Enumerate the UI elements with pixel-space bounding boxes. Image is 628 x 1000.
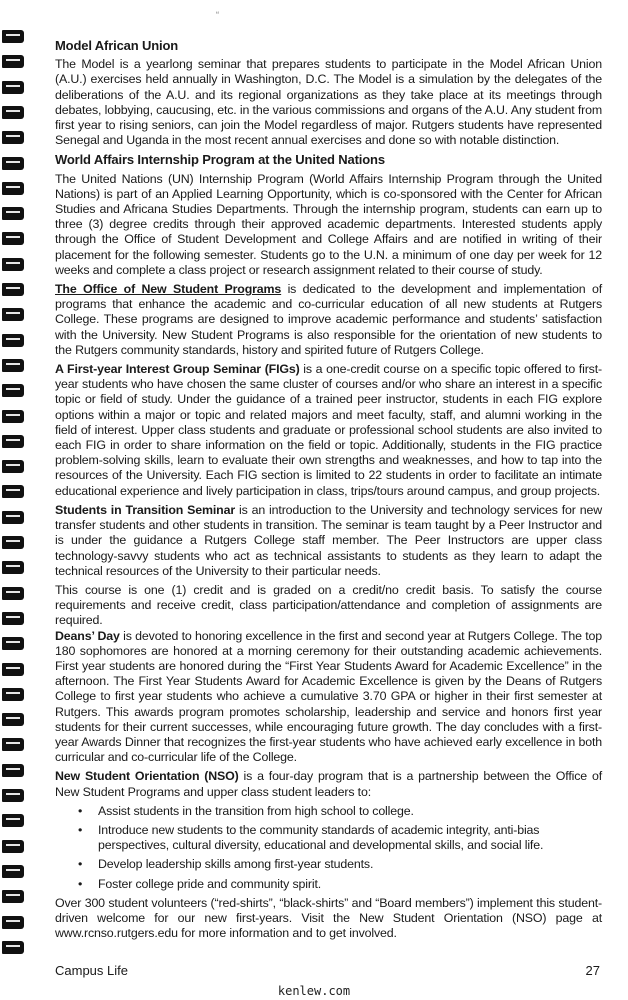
binding-ring	[2, 410, 24, 423]
top-mark: “	[216, 10, 219, 20]
binding-ring	[2, 612, 24, 625]
binding-ring	[2, 258, 24, 271]
list-item: • Assist students in the transition from high school to college.	[55, 804, 602, 819]
paragraph-volunteers: Over 300 student volunteers (“red-shirts”, “black-shirts” and “Board members”) implement this student-driven welcome for our new first-years. Visit the New Student Orientation (NSO) page at www.rcnso.rutgers.edu for more information and to get involved.	[55, 895, 602, 941]
binding-ring	[2, 637, 24, 650]
paragraph-fig	[55, 362, 602, 499]
binding-ring	[2, 561, 24, 574]
binding-ring	[2, 157, 24, 170]
lead-deans-day: Deans’ Day	[55, 628, 120, 643]
text-nso: is a four-day program that is a partnership between the Office of New Student Programs and upper class student leaders to:	[55, 769, 602, 799]
binding-ring	[2, 55, 24, 68]
paragraph-nso	[55, 769, 602, 799]
binding-ring	[2, 814, 24, 827]
binding-ring	[2, 840, 24, 853]
binding-ring	[2, 207, 24, 220]
binding-ring	[2, 587, 24, 600]
binding-ring	[2, 941, 24, 954]
list-item: • Introduce new students to the community standards of academic integrity, anti-bias perspectives, cultural diversity, educational and developmental skills, and social life.	[55, 823, 602, 853]
binding-ring	[2, 182, 24, 195]
text-fig: is a one-credit course on a specific topic offered to first-year students who have chosen the same cluster of courses and/or who share an interest in a specific topic or field of study. Under the guidance of a trained peer instructor, students in each FIG explore options within a major or topic and related majors and meet faculty, staff, and alumni working in the field of interest. Upper class students and graduate or professional school students are also invited to each FIG in order to share information on the field or topic. Additionally, students in the FIG practice problem-solving skills, learn to evaluate their own strengths and weaknesses, and how to tap into the resources of the University. Each FIG section is limited to 22 students in order to facilitate an intimate educational experience and lively participation in class, trips/tours around campus, and group projects.	[55, 362, 602, 498]
lead-nso: New Student Orientation (NSO)	[55, 769, 239, 784]
binding-ring	[2, 511, 24, 524]
list-item: • Develop leadership skills among first-year students.	[55, 857, 602, 872]
watermark: kenlew.com	[277, 984, 351, 998]
binding-ring	[2, 713, 24, 726]
nso-bullet-list	[55, 804, 602, 892]
section-title-un-internship: World Affairs Internship Program at the United Nations	[55, 152, 385, 168]
list-item: • Foster college pride and community spirit.	[55, 877, 602, 892]
binding-ring	[2, 232, 24, 245]
binding-ring	[2, 81, 24, 94]
binding-ring	[2, 384, 24, 397]
binding-ring	[2, 131, 24, 144]
binding-ring	[2, 688, 24, 701]
binding-ring	[2, 789, 24, 802]
lead-fig: A First-year Interest Group Seminar (FIGs)	[55, 362, 300, 377]
footer-section-name: Campus Life	[55, 963, 128, 978]
binding-ring	[2, 359, 24, 372]
binding-ring	[2, 536, 24, 549]
text-deans-day: is devoted to honoring excellence in the first and second year at Rutgers College. The top 180 sophomores are honored at a morning ceremony for their outstanding academic achievements. First year students are honored during the “First Year Students Award for Academic Excellence” in the afternoon. The First Year Students Award for Academic Excellence is given by the Deans of Rutgers College to first year students who achieve a cumulative 3.70 GPA or higher in their first semester at Rutgers. This awards program promotes scholarship, leadership and service and honors first year students for their current successes, while encouraging future growth. The day concludes with a first-year Awards Dinner that recognizes the first-year students who have achieved early excellence in both curricular and co-curricular life of the College.	[55, 628, 603, 765]
binding-ring	[2, 764, 24, 777]
paragraph-credit: This course is one (1) credit and is graded on a credit/no credit basis. To satisfy the course requirements and receive credit, class participation/attendance and completion of assignments are required.	[55, 582, 602, 628]
binding-ring	[2, 30, 24, 43]
binding-ring	[2, 460, 24, 473]
binding-ring	[2, 890, 24, 903]
text-new-student-programs: is dedicated to the development and implementation of programs that enhance the academic and co-curricular education of all new students at Rutgers College. These programs are designed to improve academic performance and students’ satisfaction with the University. New Student Programs is also responsible for the orientation of new students to the Rutgers community standards, history and spirited future of Rutgers College.	[55, 282, 602, 357]
binding-ring	[2, 865, 24, 878]
paragraph-transition	[55, 503, 602, 579]
spiral-binding	[0, 30, 28, 965]
binding-ring	[2, 663, 24, 676]
paragraph-deans-day	[55, 629, 602, 766]
page-number: 27	[585, 963, 600, 978]
section-text-un-internship: The United Nations (UN) Internship Program (World Affairs Internship Program through the United Nations) is part of an Applied Learning Opportunity, which is co-sponsored with the Center for African Studies and Africana Studies Departments. Through the internship program, students can earn up to three (3) degree credits through their approved academic departments. Interested students apply through the Office of Student Development and College Affairs and are notified in writing of their placement for the following semester. Students go to the U.N. a minimum of one day per week for 12 weeks and complete a class project or research assignment related to their course of study.	[55, 171, 602, 277]
binding-ring	[2, 738, 24, 751]
binding-ring	[2, 334, 24, 347]
binding-ring	[2, 485, 24, 498]
binding-ring	[2, 283, 24, 296]
lead-transition: Students in Transition Seminar	[55, 502, 235, 517]
text-transition: is an introduction to the University and technology services for new transfer students and other students in transition. The seminar is team taught by a Peer Instructor and is under the guidance a Rutgers College staff member. The Peer Instructors are upper class technology-savvy students who act as technical assistants to students as they learn to adapt the technical resources of the University to their particular needs.	[55, 502, 602, 578]
lead-new-student-programs: The Office of New Student Programs	[55, 282, 282, 297]
section-text-model-african-union: The Model is a yearlong seminar that prepares students to participate in the Model African Union (A.U.) exercises held annually in Washington, D.C. The Model is a simulation by the delegates of the deliberations of the A.U. and its regional organizations as they take place at its meetings through debates, lobbying, caucusing, etc. in the various commissions and organs of the A.U. Any student from first year to rising seniors, can join the Model regardless of major. Rutgers students have represented Senegal and Uganda in the most recent annual exercises and done so with notable distinction.	[55, 57, 602, 148]
binding-ring	[2, 916, 24, 929]
binding-ring	[2, 435, 24, 448]
binding-ring	[2, 308, 24, 321]
binding-ring	[2, 106, 24, 119]
page-content	[55, 38, 602, 945]
paragraph-new-student-programs	[55, 282, 602, 358]
section-title-model-african-union: Model African Union	[55, 38, 179, 53]
